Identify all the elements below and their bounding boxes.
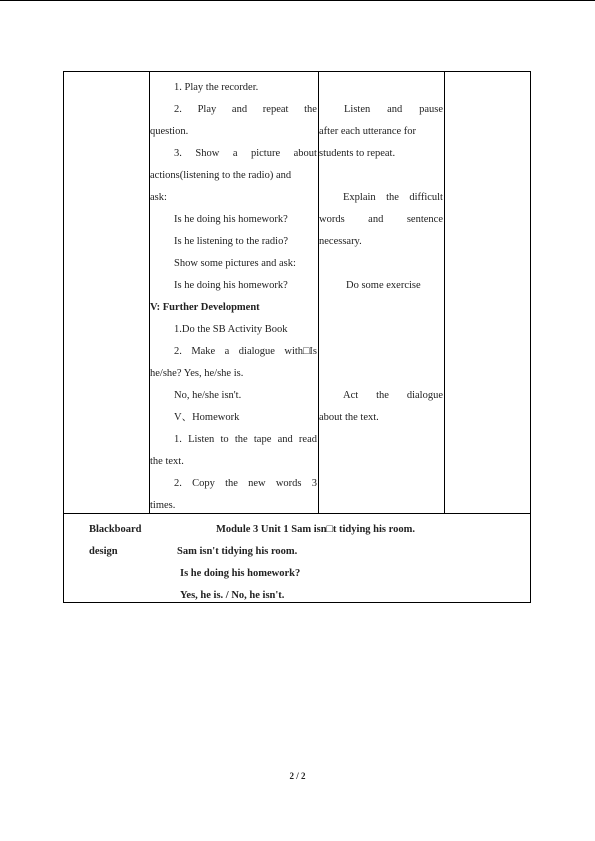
word: picture [250, 148, 281, 159]
word: pause [419, 104, 443, 115]
word: words [275, 478, 302, 489]
word: with□Is [284, 346, 317, 357]
explain-difficult-cont2: necessary. [319, 236, 362, 247]
act-dialogue-cont: about the text. [319, 412, 379, 423]
dialogue-negative: No, he/she isn't. [174, 390, 242, 401]
word: Make [191, 346, 216, 357]
step-play-recorder: 1. Play the recorder. [174, 82, 259, 93]
question-radio: Is he listening to the radio? [174, 236, 289, 247]
word: dialogue [238, 346, 275, 357]
blackboard-line-1: Sam isn't tidying his room. [177, 546, 298, 557]
word: the [234, 434, 248, 445]
word: and [277, 434, 293, 445]
header-rule [0, 0, 595, 1]
word: repeat [262, 104, 289, 115]
word: Listen [188, 434, 215, 445]
word: and [368, 214, 384, 225]
word: dialogue [406, 390, 443, 401]
table-left-border [63, 71, 64, 603]
word: Explain [343, 192, 376, 203]
word: 3 [311, 478, 317, 489]
word: Play [197, 104, 217, 115]
word: 2. [174, 478, 182, 489]
explain-difficult [343, 191, 443, 205]
do-exercise: Do some exercise [346, 280, 421, 291]
word: and [387, 104, 403, 115]
word: Listen [344, 104, 371, 115]
word: and [231, 104, 248, 115]
explain-difficult-cont [319, 213, 443, 227]
word: sentence [406, 214, 443, 225]
word: 3. [174, 148, 182, 159]
blackboard-label-cont: design [89, 546, 118, 557]
section-homework: V、Homework [174, 412, 240, 423]
step-show-picture [174, 147, 317, 161]
blackboard-line-3: Yes, he is. / No, he isn't. [180, 590, 285, 601]
homework-listen [174, 433, 317, 447]
section-further-development: V: Further Development [150, 302, 260, 313]
word: Show [195, 148, 220, 159]
word: a [224, 346, 230, 357]
step-show-picture-cont2: ask: [150, 192, 167, 203]
word: the [376, 390, 389, 401]
listen-pause-cont: after each utterance for [319, 126, 417, 137]
word: a [232, 148, 238, 159]
listen-pause [344, 103, 443, 117]
word: 2. [174, 346, 182, 357]
word: about [293, 148, 317, 159]
homework-copy [174, 477, 317, 491]
step-show-pictures: Show some pictures and ask: [174, 258, 296, 269]
listen-pause-cont2: students to repeat. [319, 148, 396, 159]
word: the [225, 478, 238, 489]
table-top-border [63, 71, 531, 72]
table-right-border [530, 71, 531, 603]
word: 1. [174, 434, 182, 445]
question-homework-2: Is he doing his homework? [174, 280, 288, 291]
homework-listen-cont: the text. [150, 456, 184, 467]
word: read [298, 434, 317, 445]
blackboard-title: Module 3 Unit 1 Sam isn□t tidying his room. [216, 524, 415, 535]
step-play-repeat-cont: question. [150, 126, 189, 137]
word: the [386, 192, 399, 203]
word: difficult [409, 192, 443, 203]
step-activity-book: 1.Do the SB Activity Book [174, 324, 288, 335]
table-row-divider [63, 513, 531, 514]
word: Act [343, 390, 359, 401]
question-homework: Is he doing his homework? [174, 214, 288, 225]
blackboard-label: Blackboard [89, 524, 142, 535]
word: tape [253, 434, 272, 445]
step-make-dialogue-cont: he/she? Yes, he/she is. [150, 368, 244, 379]
word: Copy [192, 478, 215, 489]
step-make-dialogue [174, 345, 317, 359]
step-play-repeat [174, 103, 317, 117]
table-bottom-border [63, 602, 531, 603]
word: to [220, 434, 229, 445]
word: new [248, 478, 266, 489]
word: 2. [174, 104, 182, 115]
page-number: 2 / 2 [289, 771, 306, 781]
word: the [304, 104, 317, 115]
step-show-picture-cont: actions(listening to the radio) and [150, 170, 292, 181]
act-dialogue [343, 389, 443, 403]
blackboard-line-2: Is he doing his homework? [180, 568, 301, 579]
table-col3-divider [444, 71, 445, 514]
word: words [319, 214, 345, 225]
homework-copy-cont: times. [150, 500, 176, 511]
